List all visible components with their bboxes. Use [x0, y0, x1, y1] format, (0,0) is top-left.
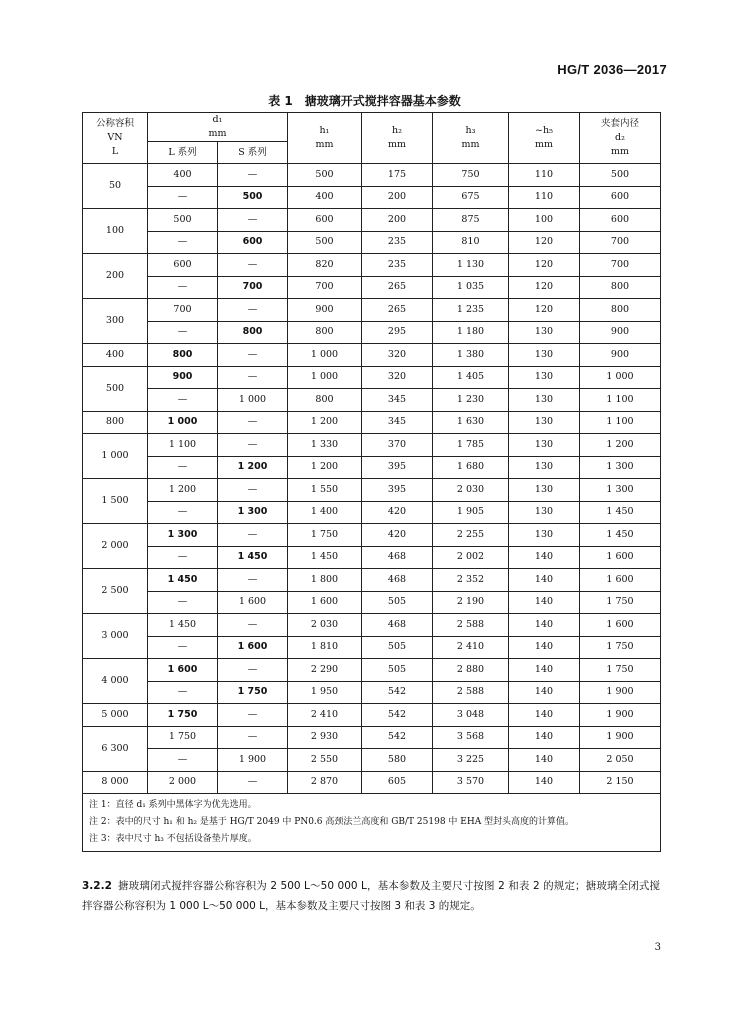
cell-s: —	[218, 614, 288, 637]
header-capacity: 公称容积 VN L	[83, 113, 148, 164]
cell-s: 1 750	[218, 681, 288, 704]
table-title: 搪玻璃开式搅拌容器基本参数	[304, 94, 461, 108]
cell-h1: 1 000	[288, 344, 362, 367]
cell-h1: 2 410	[288, 704, 362, 727]
cell-capacity: 1 000	[83, 434, 148, 479]
cell-capacity: 800	[83, 411, 148, 434]
cell-h5: 140	[509, 726, 580, 749]
cell-d2: 1 300	[580, 456, 661, 479]
cell-d2: 1 900	[580, 726, 661, 749]
cell-h2: 235	[362, 254, 433, 277]
cell-h5: 140	[509, 614, 580, 637]
table-row	[83, 186, 661, 209]
cell-h1: 1 330	[288, 434, 362, 457]
cell-h3: 1 630	[433, 411, 509, 434]
table-row	[83, 231, 661, 254]
table-row	[83, 659, 661, 682]
cell-h5: 140	[509, 569, 580, 592]
cell-l: —	[148, 321, 218, 344]
cell-h3: 2 002	[433, 546, 509, 569]
cell-h2: 200	[362, 186, 433, 209]
cell-h1: 1 950	[288, 681, 362, 704]
cell-h2: 395	[362, 479, 433, 502]
cell-h5: 120	[509, 276, 580, 299]
cell-l: —	[148, 501, 218, 524]
table-row	[83, 771, 661, 794]
table-row	[83, 479, 661, 502]
cell-h1: 1 550	[288, 479, 362, 502]
cell-h5: 140	[509, 591, 580, 614]
cell-d2: 1 900	[580, 704, 661, 727]
table-notes	[83, 794, 661, 852]
cell-capacity: 400	[83, 344, 148, 367]
cell-h2: 200	[362, 209, 433, 232]
cell-h2: 345	[362, 411, 433, 434]
cell-h5: 120	[509, 254, 580, 277]
cell-h2: 542	[362, 704, 433, 727]
cell-h5: 130	[509, 434, 580, 457]
cell-d2: 1 450	[580, 501, 661, 524]
cell-h2: 265	[362, 299, 433, 322]
cell-s: —	[218, 726, 288, 749]
cell-d2: 500	[580, 164, 661, 187]
cell-h2: 420	[362, 501, 433, 524]
cell-capacity: 2 000	[83, 524, 148, 569]
cell-h1: 700	[288, 276, 362, 299]
cell-h5: 140	[509, 636, 580, 659]
cell-s: —	[218, 434, 288, 457]
cell-d2: 1 000	[580, 366, 661, 389]
cell-d2: 1 750	[580, 636, 661, 659]
cell-s: —	[218, 366, 288, 389]
cell-h1: 1 400	[288, 501, 362, 524]
cell-h3: 1 680	[433, 456, 509, 479]
cell-h2: 468	[362, 569, 433, 592]
table-row	[83, 591, 661, 614]
cell-h3: 2 352	[433, 569, 509, 592]
cell-h1: 800	[288, 321, 362, 344]
table-caption	[0, 92, 729, 109]
cell-s: —	[218, 344, 288, 367]
cell-h5: 130	[509, 411, 580, 434]
cell-h1: 1 450	[288, 546, 362, 569]
cell-h3: 2 880	[433, 659, 509, 682]
cell-h5: 130	[509, 344, 580, 367]
table-row	[83, 344, 661, 367]
cell-h1: 820	[288, 254, 362, 277]
cell-h1: 2 930	[288, 726, 362, 749]
cell-h3: 3 568	[433, 726, 509, 749]
cell-h5: 140	[509, 659, 580, 682]
cell-capacity: 5 000	[83, 704, 148, 727]
cell-h3: 2 255	[433, 524, 509, 547]
cell-s: —	[218, 299, 288, 322]
cell-d2: 900	[580, 321, 661, 344]
cell-h5: 140	[509, 749, 580, 772]
cell-d2: 1 750	[580, 659, 661, 682]
cell-l: —	[148, 749, 218, 772]
cell-capacity: 200	[83, 254, 148, 299]
header-d2: 夹套内径 d₂ mm	[580, 113, 661, 164]
cell-h1: 1 000	[288, 366, 362, 389]
cell-l: 400	[148, 164, 218, 187]
cell-l: 600	[148, 254, 218, 277]
cell-h1: 1 600	[288, 591, 362, 614]
table-row	[83, 726, 661, 749]
cell-capacity: 100	[83, 209, 148, 254]
cell-h3: 675	[433, 186, 509, 209]
cell-s: 500	[218, 186, 288, 209]
cell-h5: 100	[509, 209, 580, 232]
cell-d2: 1 100	[580, 389, 661, 412]
cell-h5: 140	[509, 704, 580, 727]
cell-l: 900	[148, 366, 218, 389]
cell-h2: 420	[362, 524, 433, 547]
cell-s: 1 300	[218, 501, 288, 524]
cell-s: 1 600	[218, 636, 288, 659]
cell-l: —	[148, 389, 218, 412]
cell-capacity: 300	[83, 299, 148, 344]
standard-code: HG/T 2036—2017	[557, 62, 667, 77]
cell-l: 1 750	[148, 704, 218, 727]
cell-d2: 1 450	[580, 524, 661, 547]
cell-h1: 600	[288, 209, 362, 232]
cell-h3: 1 230	[433, 389, 509, 412]
cell-s: —	[218, 411, 288, 434]
cell-h5: 130	[509, 501, 580, 524]
cell-l: —	[148, 456, 218, 479]
cell-h2: 320	[362, 344, 433, 367]
cell-h1: 1 800	[288, 569, 362, 592]
cell-l: 1 450	[148, 569, 218, 592]
table-row	[83, 749, 661, 772]
table-row	[83, 546, 661, 569]
cell-h2: 175	[362, 164, 433, 187]
cell-h5: 130	[509, 456, 580, 479]
cell-h3: 2 030	[433, 479, 509, 502]
cell-capacity: 500	[83, 366, 148, 411]
table-row	[83, 276, 661, 299]
cell-h2: 468	[362, 614, 433, 637]
cell-s: —	[218, 164, 288, 187]
cell-h3: 1 235	[433, 299, 509, 322]
cell-h5: 130	[509, 321, 580, 344]
cell-h2: 265	[362, 276, 433, 299]
header-h3: h₃ mm	[433, 113, 509, 164]
cell-l: 800	[148, 344, 218, 367]
cell-l: 1 000	[148, 411, 218, 434]
cell-h2: 468	[362, 546, 433, 569]
cell-h3: 1 035	[433, 276, 509, 299]
table-row	[83, 614, 661, 637]
cell-h3: 2 410	[433, 636, 509, 659]
cell-s: —	[218, 659, 288, 682]
cell-l: —	[148, 681, 218, 704]
table-number: 表 1	[268, 94, 293, 108]
cell-l: 700	[148, 299, 218, 322]
cell-h3: 1 380	[433, 344, 509, 367]
cell-capacity: 1 500	[83, 479, 148, 524]
table-row	[83, 299, 661, 322]
cell-d2: 1 100	[580, 411, 661, 434]
cell-h1: 2 550	[288, 749, 362, 772]
cell-h1: 1 200	[288, 411, 362, 434]
header-h5: ~h₅ mm	[509, 113, 580, 164]
cell-h3: 2 588	[433, 614, 509, 637]
cell-h3: 1 405	[433, 366, 509, 389]
cell-h1: 2 290	[288, 659, 362, 682]
cell-d2: 1 750	[580, 591, 661, 614]
cell-h5: 130	[509, 479, 580, 502]
cell-d2: 800	[580, 299, 661, 322]
table-row	[83, 524, 661, 547]
cell-s: —	[218, 569, 288, 592]
cell-h5: 140	[509, 681, 580, 704]
cell-h3: 1 905	[433, 501, 509, 524]
table-row	[83, 569, 661, 592]
cell-h2: 542	[362, 726, 433, 749]
cell-d2: 1 200	[580, 434, 661, 457]
cell-h3: 1 180	[433, 321, 509, 344]
cell-s: 800	[218, 321, 288, 344]
cell-s: —	[218, 704, 288, 727]
cell-h1: 1 810	[288, 636, 362, 659]
cell-d2: 1 600	[580, 569, 661, 592]
section-number: 3.2.2	[82, 880, 112, 892]
cell-h2: 580	[362, 749, 433, 772]
table-row	[83, 209, 661, 232]
parameters-table	[82, 112, 661, 852]
cell-d2: 1 600	[580, 546, 661, 569]
cell-l: 1 750	[148, 726, 218, 749]
table-row	[83, 456, 661, 479]
header-l-series: L 系列	[148, 142, 218, 164]
table-row	[83, 636, 661, 659]
cell-d2: 1 900	[580, 681, 661, 704]
cell-h3: 1 785	[433, 434, 509, 457]
section-text: 搪玻璃闭式搅拌容器公称容积为 2 500 L～50 000 L，基本参数及主要尺寸按图 2 和表 2 的规定；搪玻璃全闭式搅拌容器公称容积为 1 000 L～50 000 L，基本参数及主要尺寸按图 3 和表 3 的规定。	[82, 880, 660, 912]
header-h1: h₁ mm	[288, 113, 362, 164]
cell-h2: 345	[362, 389, 433, 412]
note-1: 注 1：直径 d₁ 系列中黑体字为优先选用。	[89, 800, 257, 810]
cell-l: 1 300	[148, 524, 218, 547]
cell-h2: 320	[362, 366, 433, 389]
cell-d2: 700	[580, 231, 661, 254]
section-paragraph	[82, 876, 660, 916]
cell-l: 1 600	[148, 659, 218, 682]
cell-h3: 875	[433, 209, 509, 232]
cell-h1: 500	[288, 231, 362, 254]
cell-capacity: 4 000	[83, 659, 148, 704]
table-row	[83, 681, 661, 704]
cell-h1: 2 870	[288, 771, 362, 794]
note-2: 注 2：表中的尺寸 h₁ 和 h₂ 是基于 HG/T 2049 中 PN0.6 高颈法兰高度和 GB/T 25198 中 EHA 型封头高度的计算值。	[89, 817, 575, 827]
cell-s: 1 200	[218, 456, 288, 479]
cell-h1: 900	[288, 299, 362, 322]
cell-capacity: 50	[83, 164, 148, 209]
header-s-series: S 系列	[218, 142, 288, 164]
table-row	[83, 321, 661, 344]
cell-s: —	[218, 479, 288, 502]
cell-l: 1 100	[148, 434, 218, 457]
cell-l: —	[148, 186, 218, 209]
cell-d2: 800	[580, 276, 661, 299]
cell-s: 1 900	[218, 749, 288, 772]
cell-h3: 2 190	[433, 591, 509, 614]
page-number: 3	[654, 942, 661, 953]
cell-s: —	[218, 771, 288, 794]
cell-h2: 505	[362, 659, 433, 682]
cell-d2: 2 050	[580, 749, 661, 772]
cell-h3: 3 570	[433, 771, 509, 794]
cell-h2: 395	[362, 456, 433, 479]
cell-l: 2 000	[148, 771, 218, 794]
cell-s: —	[218, 209, 288, 232]
cell-s: 1 600	[218, 591, 288, 614]
cell-d2: 2 150	[580, 771, 661, 794]
cell-h2: 295	[362, 321, 433, 344]
header-h2: h₂ mm	[362, 113, 433, 164]
cell-capacity: 2 500	[83, 569, 148, 614]
cell-d2: 1 300	[580, 479, 661, 502]
cell-s: 600	[218, 231, 288, 254]
cell-h3: 3 225	[433, 749, 509, 772]
cell-l: 1 450	[148, 614, 218, 637]
table-row	[83, 411, 661, 434]
table-row	[83, 704, 661, 727]
cell-l: —	[148, 231, 218, 254]
table-row	[83, 254, 661, 277]
cell-h5: 110	[509, 186, 580, 209]
cell-h3: 1 130	[433, 254, 509, 277]
cell-capacity: 8 000	[83, 771, 148, 794]
cell-s: 700	[218, 276, 288, 299]
cell-s: 1 000	[218, 389, 288, 412]
cell-h5: 110	[509, 164, 580, 187]
cell-h2: 505	[362, 636, 433, 659]
header-d1: d₁ mm	[148, 113, 288, 142]
cell-h2: 505	[362, 591, 433, 614]
cell-h3: 2 588	[433, 681, 509, 704]
cell-capacity: 6 300	[83, 726, 148, 771]
cell-h2: 235	[362, 231, 433, 254]
table-row	[83, 389, 661, 412]
cell-l: —	[148, 546, 218, 569]
cell-h3: 750	[433, 164, 509, 187]
table-row	[83, 501, 661, 524]
cell-h5: 130	[509, 389, 580, 412]
table-row	[83, 434, 661, 457]
note-3: 注 3：表中尺寸 h₃ 不包括设备垫片厚度。	[89, 834, 257, 844]
cell-d2: 600	[580, 186, 661, 209]
cell-h2: 605	[362, 771, 433, 794]
cell-h1: 1 750	[288, 524, 362, 547]
cell-d2: 1 600	[580, 614, 661, 637]
cell-h2: 370	[362, 434, 433, 457]
cell-h5: 120	[509, 299, 580, 322]
cell-s: —	[218, 254, 288, 277]
cell-s: 1 450	[218, 546, 288, 569]
cell-h5: 130	[509, 524, 580, 547]
cell-l: —	[148, 276, 218, 299]
cell-l: —	[148, 591, 218, 614]
cell-s: —	[218, 524, 288, 547]
cell-capacity: 3 000	[83, 614, 148, 659]
cell-h1: 1 200	[288, 456, 362, 479]
cell-h3: 3 048	[433, 704, 509, 727]
cell-h5: 130	[509, 366, 580, 389]
cell-h1: 500	[288, 164, 362, 187]
cell-h5: 140	[509, 546, 580, 569]
table-row	[83, 366, 661, 389]
cell-l: 500	[148, 209, 218, 232]
cell-h1: 400	[288, 186, 362, 209]
cell-h5: 140	[509, 771, 580, 794]
cell-h2: 542	[362, 681, 433, 704]
table-body	[83, 164, 661, 794]
cell-h1: 2 030	[288, 614, 362, 637]
cell-d2: 900	[580, 344, 661, 367]
cell-h3: 810	[433, 231, 509, 254]
cell-l: 1 200	[148, 479, 218, 502]
cell-h1: 800	[288, 389, 362, 412]
cell-l: —	[148, 636, 218, 659]
table-row	[83, 164, 661, 187]
cell-d2: 700	[580, 254, 661, 277]
cell-h5: 120	[509, 231, 580, 254]
cell-d2: 600	[580, 209, 661, 232]
